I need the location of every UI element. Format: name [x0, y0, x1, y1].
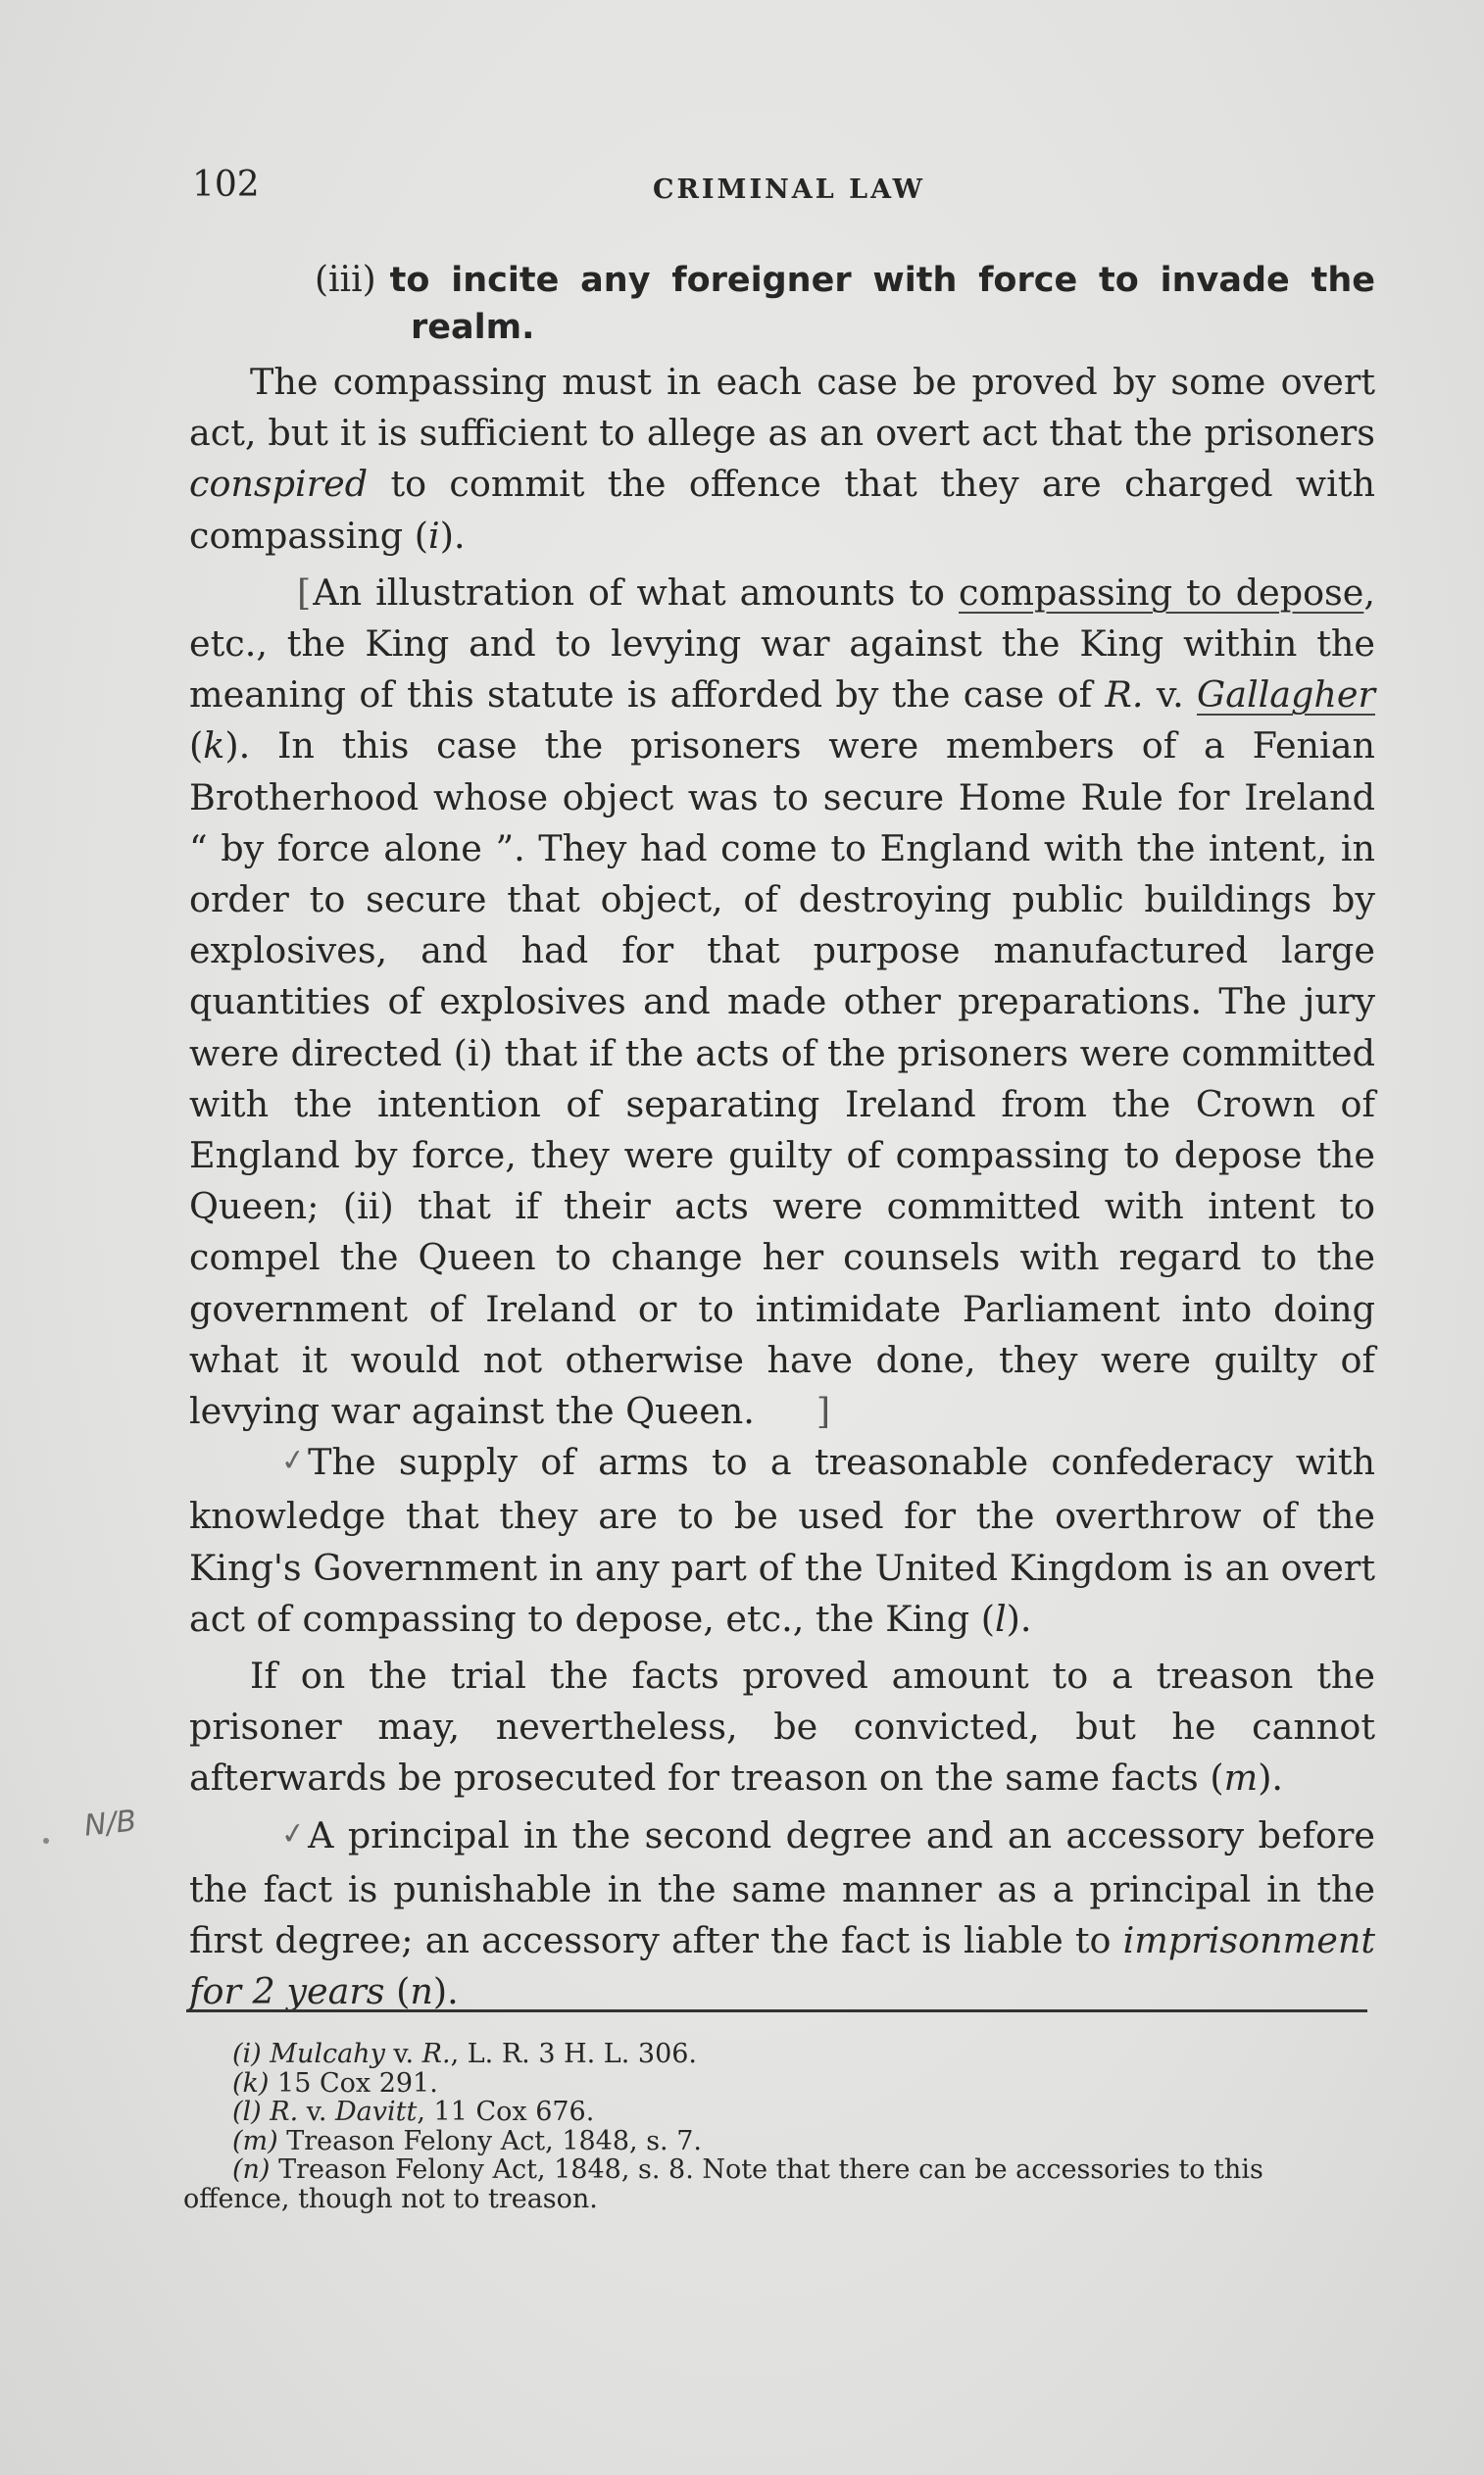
- text-run: , etc., the King and to levying war against the King within the meaning of this statute is afforded by the case of: [189, 570, 1375, 717]
- page-header: [192, 165, 1368, 214]
- footnote-text: Treason Felony Act, 1848, s. 7.: [286, 2125, 702, 2156]
- handwritten-tick-icon: ✓: [278, 1442, 309, 1480]
- paragraph-supply-of-arms: [189, 1437, 1375, 1645]
- footnote-ref: k: [203, 724, 225, 767]
- text-run: ).: [432, 1970, 459, 2013]
- running-title: CRIMINAL LAW: [653, 174, 925, 205]
- footnote-text: v.: [384, 2039, 422, 2069]
- footnotes: [183, 2040, 1369, 2213]
- text-run-italic: imprisonment for 2 years: [189, 1919, 1375, 2013]
- footnote-text: Treason Felony Act, 1848, s. 8. Note that there can be accessories to this offence, though not to treason.: [183, 2154, 1263, 2214]
- footnote-ref: n: [410, 1970, 433, 2013]
- footnote-text: Davitt: [335, 2097, 418, 2127]
- handwritten-margin-note: N/B: [82, 1804, 138, 1844]
- clause-text: to incite any foreigner with force to invade the realm.: [389, 261, 1375, 347]
- footnote: [183, 2098, 1369, 2127]
- footnote: [183, 2040, 1369, 2069]
- footnote-label: (l): [232, 2097, 262, 2127]
- paragraph-overt-act: [189, 357, 1375, 562]
- footnote: [183, 2127, 1369, 2156]
- footnote-divider: [186, 2009, 1367, 2012]
- text-run: v.: [1143, 673, 1198, 717]
- text-run: ).: [1006, 1597, 1032, 1640]
- handwritten-tick-icon: ✓: [278, 1814, 309, 1853]
- margin-dot: [43, 1838, 49, 1844]
- handwritten-bracket-open: [: [297, 570, 312, 614]
- footnote-label: (i): [232, 2039, 262, 2069]
- text-run: An illustration of what amounts to: [313, 570, 959, 614]
- footnote-text: , 11 Cox 676.: [417, 2097, 595, 2127]
- case-name-underlined: Gallagher: [1197, 673, 1375, 717]
- body-text: [189, 257, 1375, 2018]
- footnote: [183, 2155, 1369, 2213]
- footnote-text: R.: [421, 2039, 451, 2069]
- text-run: (: [384, 1970, 411, 2013]
- paragraph-gallagher: [189, 568, 1375, 1437]
- handwritten-bracket-close: ]: [816, 1390, 831, 1433]
- footnote-text: 15 Cox 291.: [277, 2067, 438, 2099]
- page-number: 102: [192, 165, 260, 205]
- footnote-label: (k): [232, 2067, 270, 2099]
- text-run: ). In this case the prisoners were members of a Fenian Brotherhood whose object was to secure Home Rule for Ireland “ by force alone ”. They had come to England with the intent, in order to secure that object, of destroying public buildings by explosives, and had for that purpose manufactured large quantities of explosives and made other preparations. The jury were directed (i) that if the acts of the prisoners were committed with the intention of separating Ireland from the Crown of England by force, they were guilty of compassing to depose the Queen; (ii) that if their acts were committed with intent to compel the Queen to change her counsels with regard to the government of Ireland or to intimidate Parliament into doing what it would not otherwise have done, they were guilty of levying war against the Queen.: [189, 724, 1375, 1433]
- footnote-text: R.: [270, 2097, 299, 2127]
- footnote-ref: l: [994, 1597, 1007, 1640]
- footnote: [183, 2069, 1369, 2099]
- text-run: to commit the offence that they are charged with compassing (: [189, 463, 1375, 557]
- paragraph-trial: [189, 1651, 1375, 1805]
- text-run: ).: [439, 514, 466, 557]
- text-run: (: [189, 724, 204, 767]
- text-run-italic: conspired: [189, 463, 369, 506]
- footnote-ref: m: [1223, 1757, 1259, 1800]
- text-run: If on the trial the facts proved amount to a treason the prisoner may, nevertheless, be convicted, but he cannot afterwards be prosecuted for treason on the same facts (: [189, 1655, 1375, 1800]
- text-run: The supply of arms to a treasonable confederacy with knowledge that they are to be used for the overthrow of the King's Government in any part of the United Kingdom is an overt act of compassing to depose, etc., the King (: [189, 1441, 1375, 1640]
- footnote-label: (m): [232, 2125, 278, 2156]
- text-run: A principal in the second degree and an accessory before the fact is punishable in the same manner as a principal in the first degree; an accessory after the fact is liable to: [189, 1813, 1375, 1962]
- clause-heading: [189, 257, 1375, 351]
- clause-number: (iii): [315, 260, 376, 300]
- text-run: The compassing must in each case be proved by some overt act, but it is sufficient to allege as an overt act that the prisoners: [189, 361, 1375, 455]
- text-run-italic: R.: [1105, 673, 1144, 717]
- footnote-text: v.: [298, 2097, 336, 2127]
- footnote-ref: i: [428, 514, 440, 557]
- footnote-text: , L. R. 3 H. L. 306.: [450, 2039, 698, 2069]
- text-run: ).: [1258, 1757, 1284, 1800]
- footnote-text: Mulcahy: [270, 2039, 385, 2069]
- footnote-label: (n): [232, 2154, 271, 2185]
- underlined-text: compassing to depose: [958, 570, 1364, 614]
- paragraph-principal: [189, 1810, 1375, 2018]
